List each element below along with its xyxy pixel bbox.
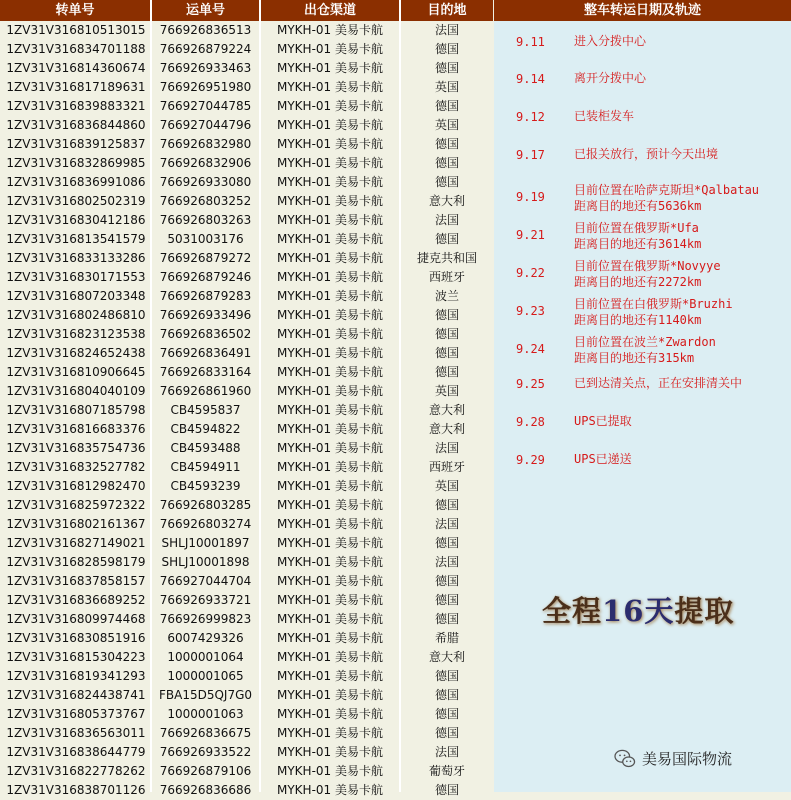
event-date: 9.19: [516, 190, 545, 204]
waybill-no-cell: 766926933522: [159, 745, 252, 759]
event-text: 已到达清关点，正在安排清关中: [574, 376, 743, 390]
transfer-no-cell: 1ZV31V316838644779: [6, 745, 146, 759]
destination-cell: 德国: [434, 574, 459, 588]
transfer-no-cell: 1ZV31V316825972322: [6, 498, 146, 512]
event-text: 目前位置在俄罗斯*Novyye 距离目的地还有2272km: [574, 259, 721, 289]
table-row: [0, 439, 493, 458]
transfer-no-cell: 1ZV31V316839883321: [6, 99, 146, 113]
waybill-no-cell: 766926951980: [159, 80, 252, 94]
transfer-no-cell: 1ZV31V316810513015: [6, 23, 146, 37]
table-row: [0, 154, 493, 173]
transfer-no-cell: 1ZV31V316819341293: [6, 669, 146, 683]
transfer-no-cell: 1ZV31V316813541579: [6, 232, 146, 246]
destination-cell: 德国: [434, 156, 459, 170]
transfer-no-cell: 1ZV31V316837858157: [6, 574, 146, 588]
table-row: [0, 78, 493, 97]
waybill-no-cell: 766926861960: [159, 384, 252, 398]
event-text: 进入分拨中心: [574, 34, 647, 48]
event-text: 目前位置在白俄罗斯*Bruzhi 距离目的地还有1140km: [574, 297, 733, 327]
waybill-no-cell: 766926836491: [159, 346, 252, 360]
table-row: [0, 249, 493, 268]
waybill-no-cell: 766926879106: [159, 764, 252, 778]
destination-cell: 西班牙: [428, 460, 465, 474]
event-date: 9.17: [516, 148, 545, 162]
waybill-no-cell: 766926999823: [159, 612, 252, 626]
waybill-no-cell: 1000001064: [167, 650, 244, 664]
waybill-no-cell: 766926803285: [159, 498, 252, 512]
channel-cell: MYKH-01 美易卡航: [277, 536, 383, 550]
waybill-no-cell: 766926836502: [159, 327, 252, 341]
destination-cell: 法国: [434, 517, 459, 531]
table-row: [0, 401, 493, 420]
channel-cell: MYKH-01 美易卡航: [277, 270, 383, 284]
watermark: [614, 748, 732, 769]
transfer-no-cell: 1ZV31V316823123538: [6, 327, 146, 341]
shipment-table: [0, 21, 493, 800]
table-row: [0, 363, 493, 382]
event-date: 9.14: [516, 72, 545, 86]
waybill-no-cell: 766926879224: [159, 42, 252, 56]
destination-cell: 波兰: [434, 289, 459, 303]
transfer-no-cell: 1ZV31V316827149021: [6, 536, 146, 550]
channel-cell: MYKH-01 美易卡航: [277, 460, 383, 474]
waybill-no-cell: 766926933080: [159, 175, 252, 189]
column-divider: [150, 0, 152, 792]
channel-cell: MYKH-01 美易卡航: [277, 61, 383, 75]
transfer-no-cell: 1ZV31V316830851916: [6, 631, 146, 645]
table-row: [0, 724, 493, 743]
table-row: [0, 325, 493, 344]
event-text: UPS已递送: [574, 452, 632, 466]
table-row: [0, 553, 493, 572]
table-row: [0, 116, 493, 135]
destination-cell: 德国: [434, 498, 459, 512]
table-row: [0, 59, 493, 78]
event-text: 目前位置在俄罗斯*Ufa 距离目的地还有3614km: [574, 221, 702, 251]
transfer-no-cell: 1ZV31V316802502319: [6, 194, 146, 208]
channel-cell: MYKH-01 美易卡航: [277, 23, 383, 37]
channel-cell: MYKH-01 美易卡航: [277, 669, 383, 683]
table-row: [0, 268, 493, 287]
channel-cell: MYKH-01 美易卡航: [277, 631, 383, 645]
table-row: [0, 667, 493, 686]
channel-cell: MYKH-01 美易卡航: [277, 137, 383, 151]
waybill-no-cell: 766927044796: [159, 118, 252, 132]
channel-cell: MYKH-01 美易卡航: [277, 612, 383, 626]
transfer-no-cell: 1ZV31V316807185798: [6, 403, 146, 417]
transfer-no-cell: 1ZV31V316836844860: [6, 118, 146, 132]
waybill-no-cell: 766927044704: [159, 574, 252, 588]
waybill-no-cell: 766926933463: [159, 61, 252, 75]
table-row: [0, 40, 493, 59]
event-date: 9.28: [516, 415, 545, 429]
channel-cell: MYKH-01 美易卡航: [277, 42, 383, 56]
waybill-no-cell: 5031003176: [167, 232, 244, 246]
waybill-no-cell: 766926803263: [159, 213, 252, 227]
destination-cell: 意大利: [428, 403, 465, 417]
destination-cell: 德国: [434, 308, 459, 322]
waybill-no-cell: 766926833164: [159, 365, 252, 379]
channel-cell: MYKH-01 美易卡航: [277, 688, 383, 702]
event-date: 9.25: [516, 377, 545, 391]
destination-cell: 意大利: [428, 194, 465, 208]
table-row: [0, 287, 493, 306]
tracking-panel: [494, 21, 791, 792]
waybill-no-cell: 766926836513: [159, 23, 252, 37]
event-date: 9.21: [516, 228, 545, 242]
destination-cell: 法国: [434, 555, 459, 569]
table-row: [0, 477, 493, 496]
transfer-no-cell: 1ZV31V316822778262: [6, 764, 146, 778]
destination-cell: 德国: [434, 61, 459, 75]
destination-cell: 德国: [434, 137, 459, 151]
waybill-no-cell: 766926836686: [159, 783, 252, 797]
destination-cell: 德国: [434, 232, 459, 246]
waybill-no-cell: 766926803252: [159, 194, 252, 208]
transfer-no-cell: 1ZV31V316828598179: [6, 555, 146, 569]
transfer-no-cell: 1ZV31V316810906645: [6, 365, 146, 379]
transfer-no-cell: 1ZV31V316802486810: [6, 308, 146, 322]
destination-cell: 德国: [434, 536, 459, 550]
waybill-no-cell: 1000001065: [167, 669, 244, 683]
event-date: 9.24: [516, 342, 545, 356]
table-row: [0, 515, 493, 534]
table-row: [0, 135, 493, 154]
column-divider: [399, 0, 401, 792]
channel-cell: MYKH-01 美易卡航: [277, 745, 383, 759]
channel-cell: MYKH-01 美易卡航: [277, 783, 383, 797]
destination-cell: 英国: [434, 479, 459, 493]
event-date: 9.29: [516, 453, 545, 467]
waybill-no-cell: 766926836675: [159, 726, 252, 740]
destination-cell: 捷克共和国: [416, 251, 477, 265]
table-row: [0, 762, 493, 781]
table-row: [0, 173, 493, 192]
transfer-no-cell: 1ZV31V316832527782: [6, 460, 146, 474]
destination-cell: 法国: [434, 745, 459, 759]
channel-cell: MYKH-01 美易卡航: [277, 479, 383, 493]
table-row: [0, 306, 493, 325]
channel-cell: MYKH-01 美易卡航: [277, 156, 383, 170]
channel-cell: MYKH-01 美易卡航: [277, 232, 383, 246]
destination-cell: 西班牙: [428, 270, 465, 284]
channel-cell: MYKH-01 美易卡航: [277, 251, 383, 265]
channel-cell: MYKH-01 美易卡航: [277, 308, 383, 322]
transfer-no-cell: 1ZV31V316836563011: [6, 726, 146, 740]
transfer-no-cell: 1ZV31V316812982470: [6, 479, 146, 493]
transfer-no-cell: 1ZV31V316807203348: [6, 289, 146, 303]
table-row: [0, 344, 493, 363]
destination-cell: 法国: [434, 23, 459, 37]
transfer-no-cell: 1ZV31V316839125837: [6, 137, 146, 151]
column-divider: [259, 0, 261, 792]
event-text: 目前位置在哈萨克斯坦*Qalbatau 距离目的地还有5636km: [574, 183, 760, 213]
destination-cell: 德国: [434, 99, 459, 113]
transfer-no-cell: 1ZV31V316835754736: [6, 441, 146, 455]
waybill-no-cell: CB4593239: [170, 479, 241, 493]
slogan: [542, 589, 734, 630]
destination-cell: 德国: [434, 612, 459, 626]
waybill-no-cell: CB4594911: [170, 460, 241, 474]
waybill-no-cell: 766926803274: [159, 517, 252, 531]
channel-cell: MYKH-01 美易卡航: [277, 574, 383, 588]
header-channel: 出仓渠道: [261, 0, 399, 21]
event-text: 目前位置在波兰*Zwardon 距离目的地还有315km: [574, 335, 716, 365]
transfer-no-cell: 1ZV31V316816683376: [6, 422, 146, 436]
destination-cell: 希腊: [434, 631, 459, 645]
channel-cell: MYKH-01 美易卡航: [277, 555, 383, 569]
channel-cell: MYKH-01 美易卡航: [277, 726, 383, 740]
waybill-no-cell: 766926933496: [159, 308, 252, 322]
event-date: 9.11: [516, 35, 545, 49]
destination-cell: 意大利: [428, 422, 465, 436]
destination-cell: 英国: [434, 384, 459, 398]
table-row: [0, 781, 493, 800]
transfer-no-cell: 1ZV31V316802161367: [6, 517, 146, 531]
channel-cell: MYKH-01 美易卡航: [277, 365, 383, 379]
table-row: [0, 97, 493, 116]
table-row: [0, 629, 493, 648]
waybill-no-cell: SHLJ10001898: [161, 555, 250, 569]
channel-cell: MYKH-01 美易卡航: [277, 213, 383, 227]
waybill-no-cell: CB4593488: [170, 441, 241, 455]
header-tracking: 整车转运日期及轨迹: [494, 0, 791, 21]
transfer-no-cell: 1ZV31V316817189631: [6, 80, 146, 94]
channel-cell: MYKH-01 美易卡航: [277, 441, 383, 455]
transfer-no-cell: 1ZV31V316814360674: [6, 61, 146, 75]
wechat-icon: [614, 749, 636, 769]
event-text: 已装柜发车: [574, 109, 635, 123]
channel-cell: MYKH-01 美易卡航: [277, 593, 383, 607]
channel-cell: MYKH-01 美易卡航: [277, 422, 383, 436]
channel-cell: MYKH-01 美易卡航: [277, 707, 383, 721]
destination-cell: 德国: [434, 669, 459, 683]
table-row: [0, 686, 493, 705]
table-row: [0, 496, 493, 515]
channel-cell: MYKH-01 美易卡航: [277, 118, 383, 132]
event-date: 9.22: [516, 266, 545, 280]
waybill-no-cell: CB4594822: [170, 422, 241, 436]
table-row: [0, 705, 493, 724]
transfer-no-cell: 1ZV31V316832869985: [6, 156, 146, 170]
destination-cell: 德国: [434, 707, 459, 721]
table-row: [0, 420, 493, 439]
watermark-text: 美易国际物流: [642, 750, 733, 768]
table-row: [0, 743, 493, 762]
waybill-no-cell: 766926879246: [159, 270, 252, 284]
table-row: [0, 192, 493, 211]
event-text: 已报关放行，预计今天出境: [574, 147, 719, 161]
waybill-no-cell: CB4595837: [170, 403, 241, 417]
waybill-no-cell: 766926879272: [159, 251, 252, 265]
table-row: [0, 648, 493, 667]
destination-cell: 英国: [434, 80, 459, 94]
slogan-pre: 全程: [542, 594, 603, 628]
transfer-no-cell: 1ZV31V316805373767: [6, 707, 146, 721]
destination-cell: 法国: [434, 441, 459, 455]
channel-cell: MYKH-01 美易卡航: [277, 517, 383, 531]
event-date: 9.23: [516, 304, 545, 318]
channel-cell: MYKH-01 美易卡航: [277, 327, 383, 341]
destination-cell: 英国: [434, 118, 459, 132]
waybill-no-cell: FBA15D5QJ7G0: [158, 688, 253, 702]
transfer-no-cell: 1ZV31V316824652438: [6, 346, 146, 360]
table-row: [0, 382, 493, 401]
destination-cell: 葡萄牙: [428, 764, 465, 778]
transfer-no-cell: 1ZV31V316834701188: [6, 42, 146, 56]
channel-cell: MYKH-01 美易卡航: [277, 650, 383, 664]
channel-cell: MYKH-01 美易卡航: [277, 289, 383, 303]
waybill-no-cell: 766926933721: [159, 593, 252, 607]
transfer-no-cell: 1ZV31V316804040109: [6, 384, 146, 398]
transfer-no-cell: 1ZV31V316836991086: [6, 175, 146, 189]
waybill-no-cell: 766926879283: [159, 289, 252, 303]
channel-cell: MYKH-01 美易卡航: [277, 384, 383, 398]
destination-cell: 德国: [434, 726, 459, 740]
transfer-no-cell: 1ZV31V316830171553: [6, 270, 146, 284]
table-row: [0, 572, 493, 591]
channel-cell: MYKH-01 美易卡航: [277, 99, 383, 113]
destination-cell: 德国: [434, 175, 459, 189]
destination-cell: 意大利: [428, 650, 465, 664]
destination-cell: 德国: [434, 42, 459, 56]
destination-cell: 德国: [434, 593, 459, 607]
event-date: 9.12: [516, 110, 545, 124]
waybill-no-cell: SHLJ10001897: [161, 536, 250, 550]
table-row: [0, 211, 493, 230]
waybill-no-cell: 6007429326: [167, 631, 244, 645]
destination-cell: 德国: [434, 365, 459, 379]
transfer-no-cell: 1ZV31V316815304223: [6, 650, 146, 664]
waybill-no-cell: 766927044785: [159, 99, 252, 113]
transfer-no-cell: 1ZV31V316836689252: [6, 593, 146, 607]
table-row: [0, 591, 493, 610]
table-row: [0, 610, 493, 629]
transfer-no-cell: 1ZV31V316830412186: [6, 213, 146, 227]
channel-cell: MYKH-01 美易卡航: [277, 498, 383, 512]
destination-cell: 德国: [434, 346, 459, 360]
table-row: [0, 458, 493, 477]
header-destination: 目的地: [401, 0, 493, 21]
channel-cell: MYKH-01 美易卡航: [277, 403, 383, 417]
slogan-post: 提取: [674, 594, 735, 628]
slogan-days: 16天: [602, 594, 675, 628]
header-transfer-no: 转单号: [0, 0, 150, 21]
header-waybill-no: 运单号: [152, 0, 259, 21]
table-row: [0, 534, 493, 553]
destination-cell: 德国: [434, 783, 459, 797]
channel-cell: MYKH-01 美易卡航: [277, 194, 383, 208]
waybill-no-cell: 1000001063: [167, 707, 244, 721]
waybill-no-cell: 766926832906: [159, 156, 252, 170]
channel-cell: MYKH-01 美易卡航: [277, 764, 383, 778]
table-row: [0, 230, 493, 249]
channel-cell: MYKH-01 美易卡航: [277, 175, 383, 189]
transfer-no-cell: 1ZV31V316838701126: [6, 783, 146, 797]
waybill-no-cell: 766926832980: [159, 137, 252, 151]
destination-cell: 德国: [434, 688, 459, 702]
table-row: [0, 21, 493, 40]
channel-cell: MYKH-01 美易卡航: [277, 80, 383, 94]
transfer-no-cell: 1ZV31V316833133286: [6, 251, 146, 265]
event-text: 离开分拨中心: [574, 71, 647, 85]
destination-cell: 法国: [434, 213, 459, 227]
event-text: UPS已提取: [574, 414, 632, 428]
transfer-no-cell: 1ZV31V316809974468: [6, 612, 146, 626]
transfer-no-cell: 1ZV31V316824438741: [6, 688, 146, 702]
channel-cell: MYKH-01 美易卡航: [277, 346, 383, 360]
destination-cell: 德国: [434, 327, 459, 341]
